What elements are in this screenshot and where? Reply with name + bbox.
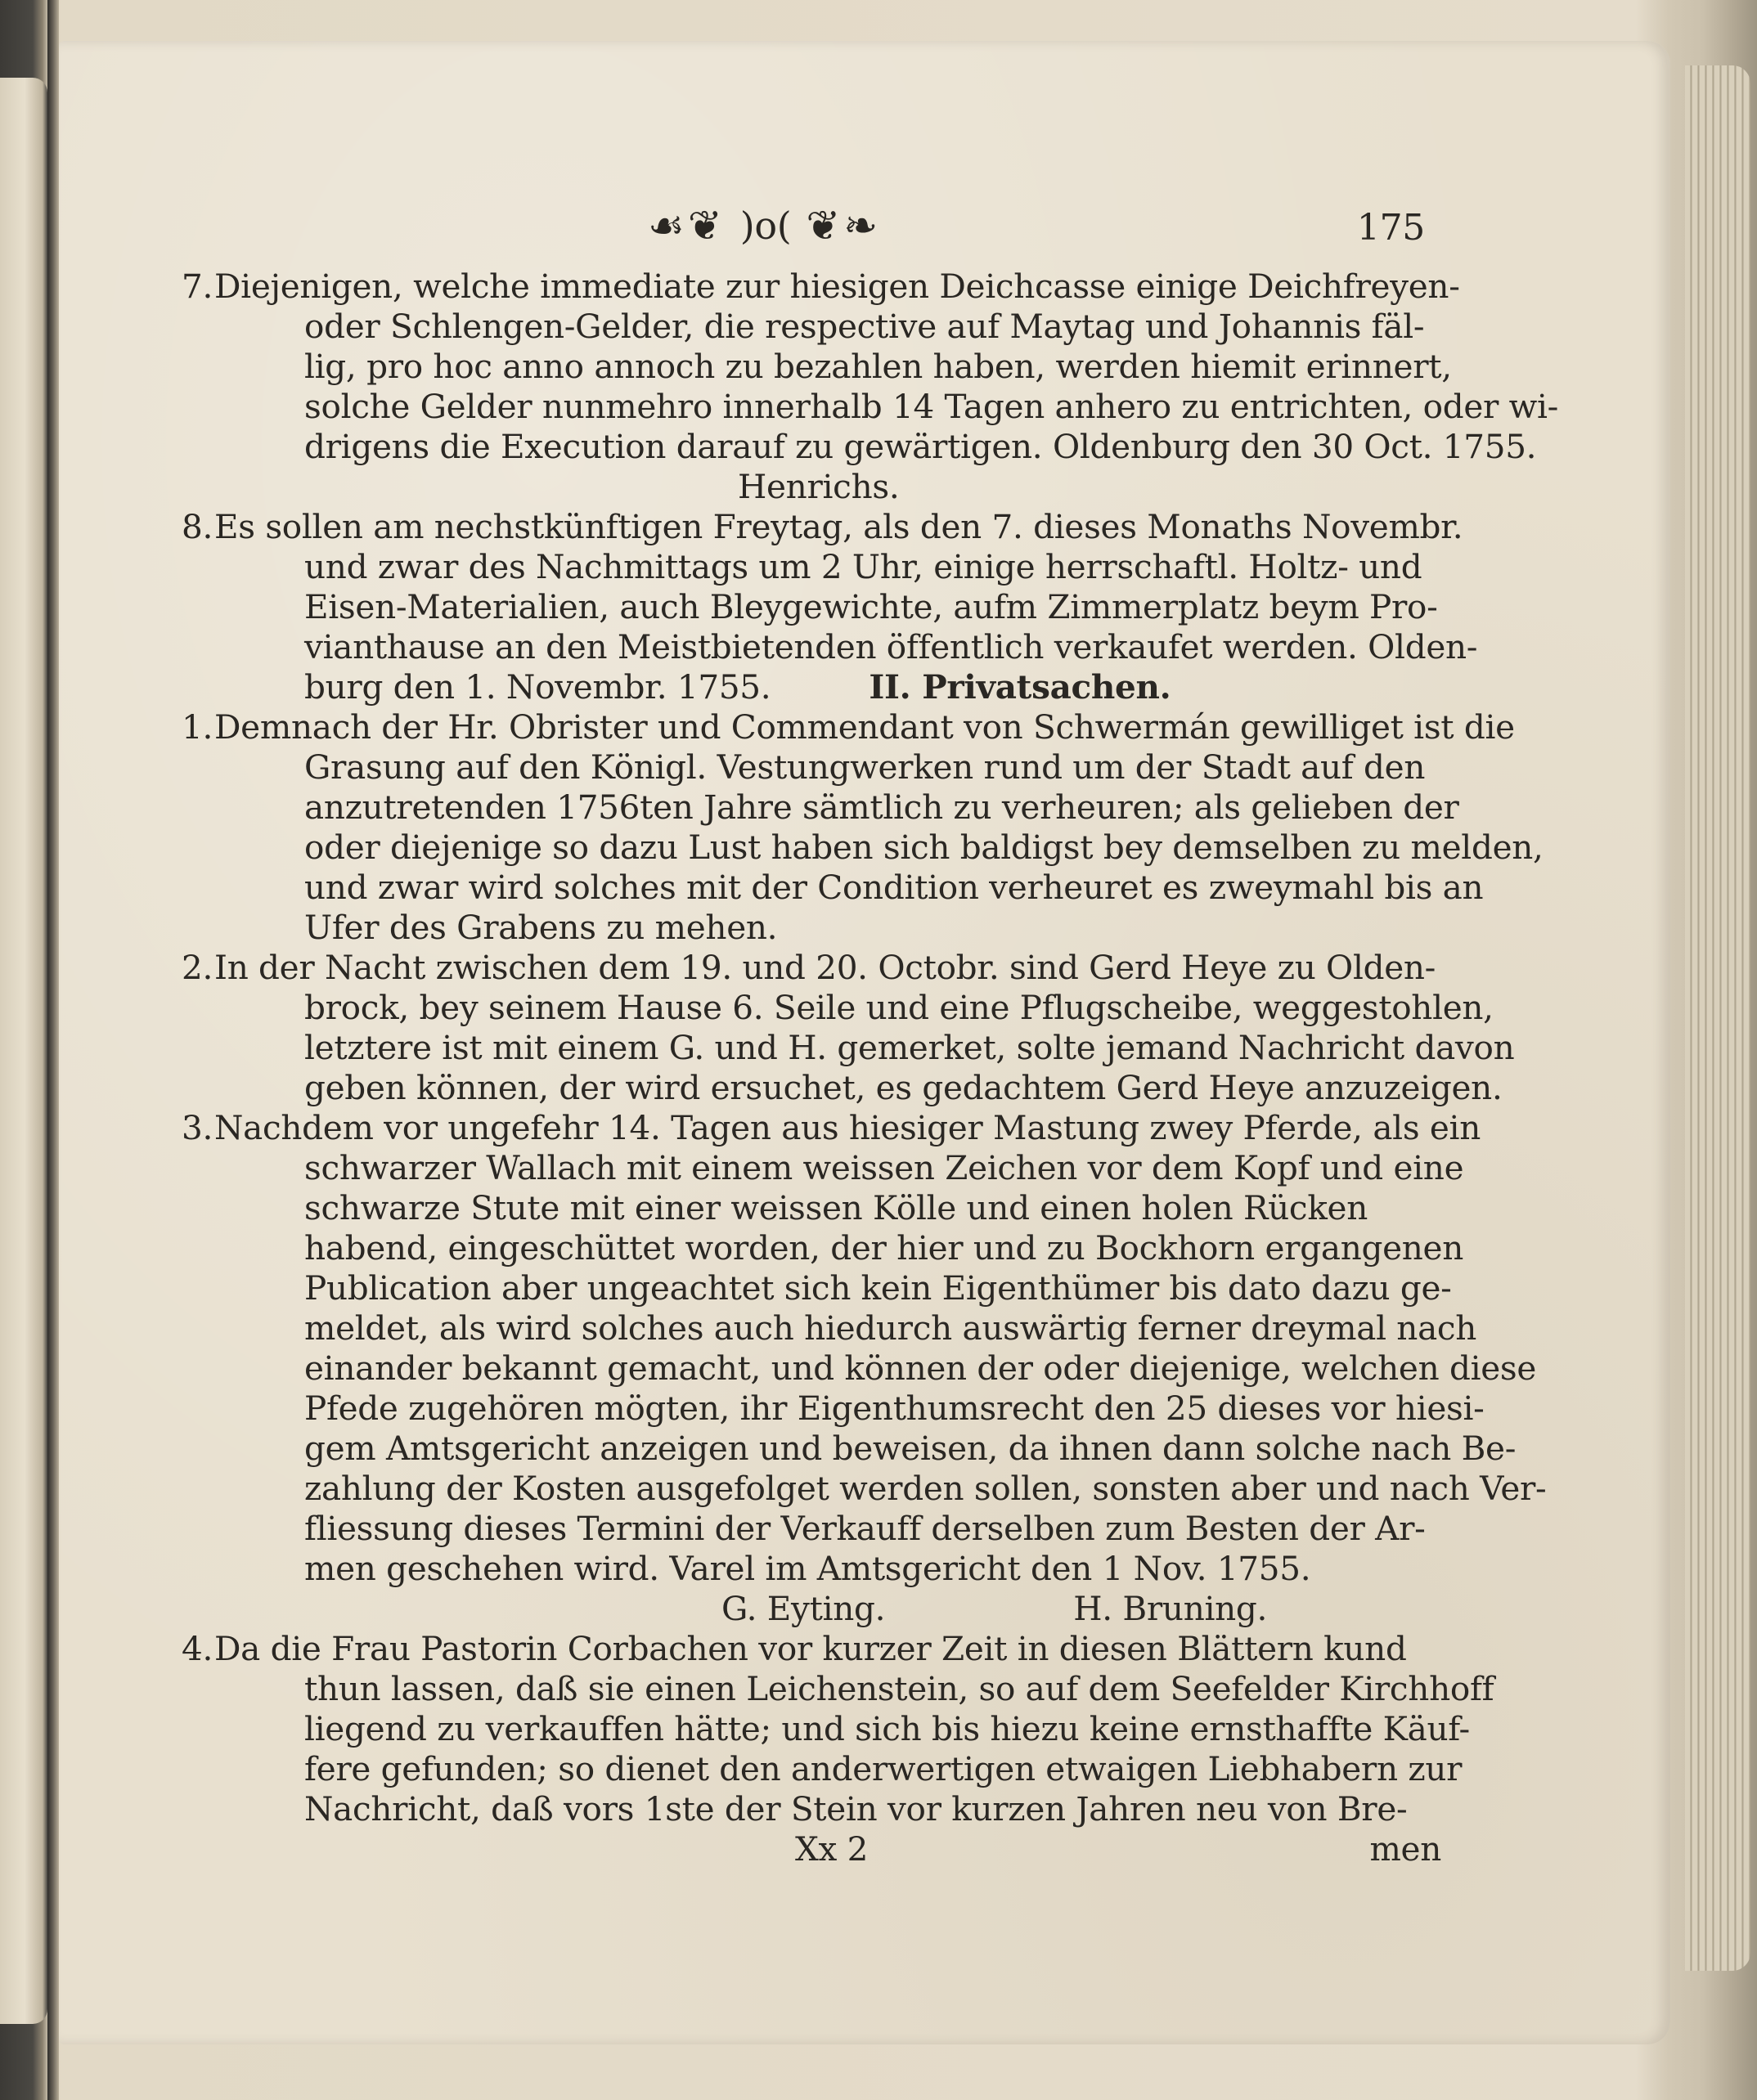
entry-line: lig, pro hoc anno annoch zu bezahlen haben, werden hiemit erinnert, xyxy=(304,347,1452,386)
entry-line: In der Nacht zwischen dem 19. und 20. Octobr. sind Gerd Heye zu Olden- xyxy=(214,948,1436,987)
signature: Henrichs. xyxy=(738,467,900,506)
entry-line: Publication aber ungeachtet sich kein Eigenthümer bis dato dazu ge- xyxy=(304,1268,1452,1308)
entry-7 xyxy=(182,267,1559,507)
entry-line: schwarzer Wallach mit einem weissen Zeichen vor dem Kopf und eine xyxy=(304,1148,1464,1187)
catchword: men xyxy=(1369,1829,1441,1869)
entry-8 xyxy=(182,507,1478,707)
entry-line: und zwar wird solches mit der Condition verheuret es zweymahl bis an xyxy=(304,868,1484,907)
entry-line: fere gefunden; so dienet den anderwertigen etwaigen Liebhabern zur xyxy=(304,1749,1463,1788)
entry-line: Ufer des Grabens zu mehen. xyxy=(304,908,778,947)
entry-line: einander bekannt gemacht, und können der oder diejenige, welchen diese xyxy=(304,1348,1537,1388)
signature: H. Bruning. xyxy=(1073,1589,1268,1628)
entry-line: habend, eingeschüttet worden, der hier und zu Bockhorn ergangenen xyxy=(304,1228,1464,1268)
entry-3 xyxy=(182,1108,1547,1629)
page-footer xyxy=(182,1829,1441,1869)
entry-line: letztere ist mit einem G. und H. gemerket, solte jemand Nachricht davon xyxy=(304,1028,1515,1067)
book-gutter xyxy=(47,0,59,2100)
entry-number: 1. xyxy=(182,707,213,747)
entry-number: 2. xyxy=(182,948,213,987)
entry-line: drigens die Execution darauf zu gewärtigen. Oldenburg den 30 Oct. 1755. xyxy=(304,427,1537,466)
entry-line: Grasung auf den Königl. Vestungwerken rund um der Stadt auf den xyxy=(304,747,1426,787)
section-heading: II. Privatsachen. xyxy=(869,667,1171,707)
ornament-left-icon: ☙❦ xyxy=(648,202,726,249)
entry-last-line: burg den 1. Novembr. 1755. xyxy=(304,667,771,707)
entry-number: 3. xyxy=(182,1108,213,1147)
entry-line: fliessung dieses Termini der Verkauff derselben zum Besten der Ar- xyxy=(304,1509,1426,1548)
entry-line: oder diejenige so dazu Lust haben sich baldigst bey demselben zu melden, xyxy=(304,828,1544,867)
signature-mark: Xx 2 xyxy=(795,1829,869,1869)
entry-number: 7. xyxy=(182,267,213,306)
ornament-right-icon: ❦❧ xyxy=(806,202,882,249)
entry-number: 8. xyxy=(182,507,213,546)
entry-line: brock, bey seinem Hause 6. Seile und eine Pflugscheibe, weggestohlen, xyxy=(304,988,1494,1027)
entry-line: Pfede zugehören mögten, ihr Eigenthumsrecht den 25 dieses vor hiesi- xyxy=(304,1389,1485,1428)
signature: G. Eyting. xyxy=(721,1589,886,1628)
entry-line: solche Gelder nunmehro innerhalb 14 Tagen anhero zu entrichten, oder wi- xyxy=(304,387,1559,426)
header-ornament-group xyxy=(648,202,882,249)
entry-line: geben können, der wird ersuchet, es gedachtem Gerd Heye anzuzeigen. xyxy=(304,1068,1503,1107)
entry-line: zahlung der Kosten ausgefolget werden sollen, sonsten aber und nach Ver- xyxy=(304,1469,1547,1508)
text-block xyxy=(182,188,1559,1869)
entry-line: schwarze Stute mit einer weissen Kölle und einen holen Rücken xyxy=(304,1188,1368,1227)
entry-line: anzutretenden 1756ten Jahre sämtlich zu verheuren; als gelieben der xyxy=(304,788,1459,827)
page xyxy=(59,41,1670,2044)
header-marker: )o( xyxy=(739,204,792,248)
signature-row xyxy=(214,1589,1546,1629)
entry-number: 4. xyxy=(182,1629,213,1668)
page-header xyxy=(182,188,1441,267)
previous-page-edge xyxy=(0,78,47,2024)
entry-4 xyxy=(182,1629,1494,1829)
entry-line: oder Schlengen-Gelder, die respective auf Maytag und Johannis fäl- xyxy=(304,307,1425,346)
page-stack-edge xyxy=(1685,65,1750,1971)
entry-line: meldet, als wird solches auch hiedurch auswärtig ferner dreymal nach xyxy=(304,1308,1477,1348)
entry-line: Eisen-Materialien, auch Bleygewichte, aufm Zimmerplatz beym Pro- xyxy=(304,587,1438,626)
entry-line: Nachdem vor ungefehr 14. Tagen aus hiesiger Mastung zwey Pferde, als ein xyxy=(214,1108,1481,1147)
entry-line: Demnach der Hr. Obrister und Commendant von Schwermán gewilliget ist die xyxy=(214,707,1515,747)
entry-line: men geschehen wird. Varel im Amtsgericht den 1 Nov. 1755. xyxy=(304,1549,1311,1588)
entry-2 xyxy=(182,948,1515,1108)
entry-line: Diejenigen, welche immediate zur hiesigen Deichcasse einige Deichfreyen- xyxy=(214,267,1460,306)
entry-line: gem Amtsgericht anzeigen und beweisen, da ihnen dann solche nach Be- xyxy=(304,1429,1517,1468)
entry-line: Es sollen am nechstkünftigen Freytag, als den 7. dieses Monaths Novembr. xyxy=(214,507,1463,546)
entry-line xyxy=(214,667,1477,707)
entry-line: thun lassen, daß sie einen Leichenstein, so auf dem Seefelder Kirchhoff xyxy=(304,1669,1494,1708)
entry-line: liegend zu verkauffen hätte; und sich bis hiezu keine ernsthaffte Käuf- xyxy=(304,1709,1470,1748)
page-number: 175 xyxy=(1356,207,1425,249)
entry-line: vianthause an den Meistbietenden öffentlich verkaufet werden. Olden- xyxy=(304,627,1478,666)
entry-line: und zwar des Nachmittags um 2 Uhr, einige herrschaftl. Holtz- und xyxy=(304,547,1422,586)
entry-1 xyxy=(182,707,1544,948)
entry-line: Da die Frau Pastorin Corbachen vor kurzer Zeit in diesen Blättern kund xyxy=(214,1629,1407,1668)
entry-line: Nachricht, daß vors 1ste der Stein vor kurzen Jahren neu von Bre- xyxy=(304,1789,1408,1829)
